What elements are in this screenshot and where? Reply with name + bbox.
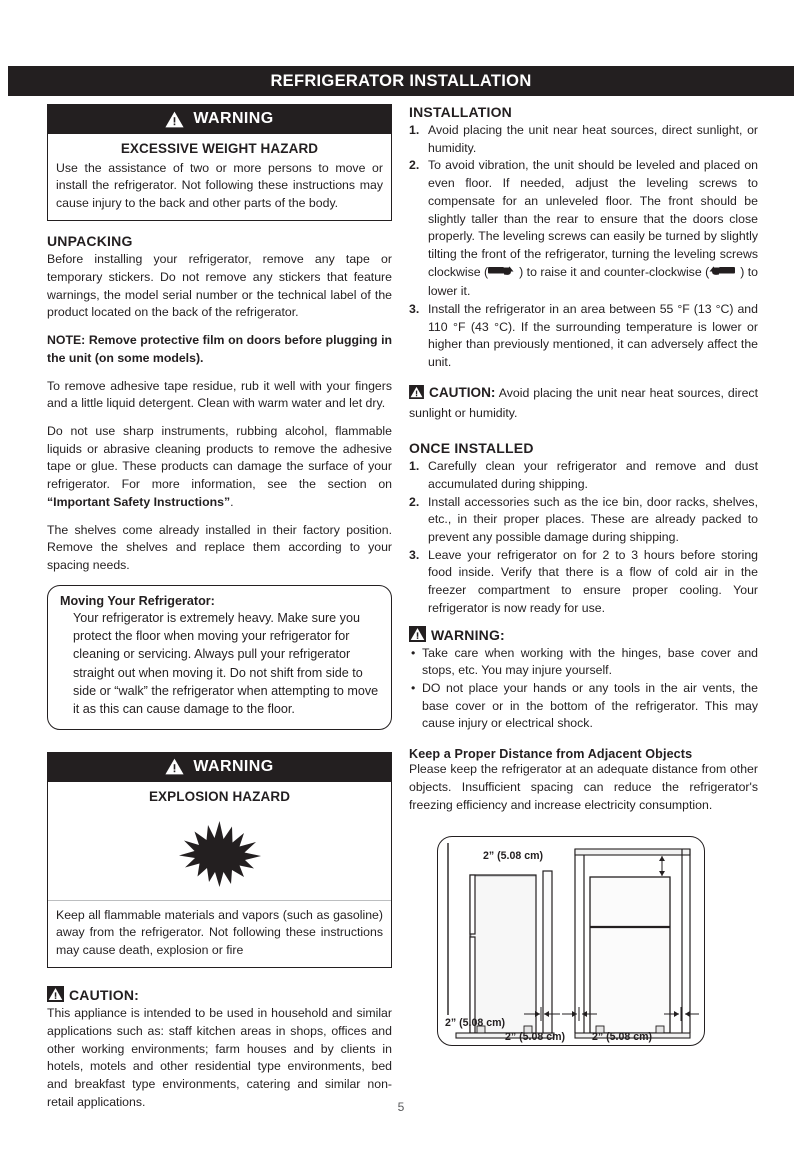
warning-subtitle: EXPLOSION HAZARD <box>148 788 291 804</box>
caution-label: CAUTION: <box>429 384 496 400</box>
warning-body-text: Keep all flammable materials and vapors (such as gasoline) away from the refrigerator. Not following these instructions may cause death, explosion or fire <box>56 907 383 957</box>
explosion-burst-icon <box>48 808 391 900</box>
list-item <box>409 122 758 157</box>
page-number: 5 <box>397 1100 405 1114</box>
caution-block-appliance <box>47 986 392 1111</box>
list-item <box>409 547 758 618</box>
unpacking-paragraph-2: To remove adhesive tape residue, rub it well with your fingers and a little liquid detergent. Clean with warm water and let dry. <box>47 378 392 411</box>
installation-list <box>409 122 758 372</box>
warning-heading <box>409 626 758 645</box>
warning-label: WARNING <box>193 757 274 775</box>
note-text: Your refrigerator is extremely heavy. Make sure you protect the floor when moving your refrigerator for cleaning or servicing. Always pull your refrigerator straight out when moving it. Do not shift from side to side or “walk” the refrigerator when attempting to move it as this can cause damage to the floor. <box>73 610 379 717</box>
diagram-label-middle: 2” (5.08 cm) <box>505 1031 566 1043</box>
list-text-c: ) to lower it. <box>428 264 758 299</box>
warning-bullet-list <box>409 645 758 734</box>
unpacking-note: NOTE: Remove protective film on doors before plugging in the unit (on some models). <box>47 333 392 365</box>
caution-heading <box>47 986 392 1005</box>
caution-body-text: This appliance is intended to be used in household and similar applications such as: staff kitchen areas in shops, offices and other working environments; farm houses and by clients in hotels, motels and other residential type environments, bed and breakfast type environments, catering and similar non-retail applications. <box>47 1006 392 1109</box>
list-number: 1. <box>409 123 420 137</box>
warning-box-explosion <box>47 752 392 968</box>
unpacking-p3-bold: “Important Safety Instructions” <box>47 494 231 509</box>
heading-once-installed: ONCE INSTALLED <box>409 440 534 457</box>
list-number: 2. <box>409 158 420 173</box>
list-item: • DO not place your hands or any tools in the air vents, the base cover or in the bottom of the refrigerator. This may cause injury or electrical shock. <box>409 680 758 733</box>
list-text: Install the refrigerator in an area between 55 °F (13 °C) and 110 °F (43 °C). If the surrounding temperature is lower or higher than previously mentioned, it can adversely affect the unit. <box>428 302 758 370</box>
warning-label: WARNING: <box>431 626 505 643</box>
list-text: Carefully clean your refrigerator and remove and dust accumulated during shipping. <box>428 459 758 491</box>
list-text: Avoid placing the unit near heat sources, direct sunlight, or humidity. <box>428 123 758 155</box>
unpacking-paragraph-4: The shelves come already installed in their factory position. Remove the shelves and replace them according to your spacing needs. <box>47 522 392 572</box>
screw-clockwise-icon <box>488 265 514 284</box>
proper-distance-text: Please keep the refrigerator at an adequate distance from other objects. Insufficient spacing can reduce the refrigerator's freezing efficiency and increase electricity consumption. <box>409 762 758 812</box>
caution-triangle-icon <box>409 385 424 405</box>
heading-installation: INSTALLATION <box>409 104 512 120</box>
warning-label: WARNING <box>193 110 274 127</box>
list-text: Install accessories such as the ice bin, door racks, shelves, etc., in their proper places. These are already packed to prevent any possible damage during shipping. <box>428 494 758 545</box>
list-number: 1. <box>409 459 420 474</box>
list-text-a: To avoid vibration, the unit should be leveled and placed on even floor. If needed, adjust the leveling screws to compensate for an unleveled floor. The front should be slightly taller than the rear to ensure that the doors close properly. The leveling screws can easily be turned by slightly tilting the front of the refrigerator, turning the leveling screws clockwise ( <box>428 158 758 279</box>
screw-counter-clockwise-icon <box>709 265 735 284</box>
caution-block-heat <box>409 383 758 422</box>
warning-triangle-icon <box>165 758 184 775</box>
warning-body-text: Use the assistance of two or more persons to move or install the refrigerator. Not following these instructions may cause injury to the back and other parts of the body. <box>56 161 383 210</box>
unpacking-paragraph-3 <box>47 423 392 512</box>
page-title: REFRIGERATOR INSTALLATION <box>270 71 532 90</box>
list-number: 2. <box>409 494 420 509</box>
left-column <box>47 104 392 1121</box>
list-item: • Take care when working with the hinges, base cover and stops, etc. You may injure yourself. <box>409 645 758 680</box>
warning-triangle-icon <box>165 111 184 128</box>
once-installed-list <box>409 458 758 617</box>
note-title: Moving Your Refrigerator: <box>60 593 215 608</box>
warning-box-excessive-weight <box>47 104 392 221</box>
unpacking-paragraph-1: Before installing your refrigerator, remove any tape or temporary stickers. Do not remove any stickers that feature warnings, the model serial number or the technical label of the product located on the back of the refrigerator. <box>47 252 392 320</box>
caution-triangle-icon <box>409 626 426 645</box>
right-column <box>409 104 758 824</box>
list-number: 3. <box>409 302 420 317</box>
warning-header <box>48 105 391 134</box>
list-item <box>409 157 758 301</box>
list-item <box>409 301 758 372</box>
unpacking-p3-a: Do not use sharp instruments, rubbing alcohol, flammable liquids or abrasive cleaning products to remove the adhesive tape or glue. These products can damage the surface of your refrigerator. For more information, see the section on <box>47 423 392 492</box>
list-item <box>409 494 758 547</box>
caution-body-text: Avoid placing the unit near heat sources, direct sunlight or humidity. <box>409 385 758 420</box>
warning-header <box>48 753 391 782</box>
list-text-b: ) to raise it and counter-clockwise ( <box>519 264 710 279</box>
unpacking-p3-b: . <box>230 494 234 509</box>
warning-block-hinges <box>409 626 758 734</box>
list-item <box>409 458 758 493</box>
heading-unpacking: UNPACKING <box>47 233 133 250</box>
list-text: Leave your refrigerator on for 2 to 3 hours before storing food inside. Verify that there is a flow of cold air in the freezer compartment to ensure proper cooling. Your refrigerator is now ready for use. <box>428 547 758 615</box>
page-footer <box>0 1100 802 1114</box>
diagram-label-right: 2” (5.08 cm) <box>592 1031 653 1043</box>
page-header-banner <box>8 66 794 96</box>
caution-triangle-icon <box>47 986 64 1005</box>
note-box-moving-refrigerator <box>47 585 392 730</box>
caution-label: CAUTION: <box>69 987 140 1004</box>
clearance-diagram <box>437 836 705 1046</box>
heading-proper-distance: Keep a Proper Distance from Adjacent Objects <box>409 747 693 762</box>
list-number: 3. <box>409 547 420 562</box>
warning-subtitle: EXCESSIVE WEIGHT HAZARD <box>120 141 319 156</box>
diagram-label-top: 2” (5.08 cm) <box>483 850 544 862</box>
diagram-label-left: 2” (5.08 cm) <box>445 1017 506 1029</box>
